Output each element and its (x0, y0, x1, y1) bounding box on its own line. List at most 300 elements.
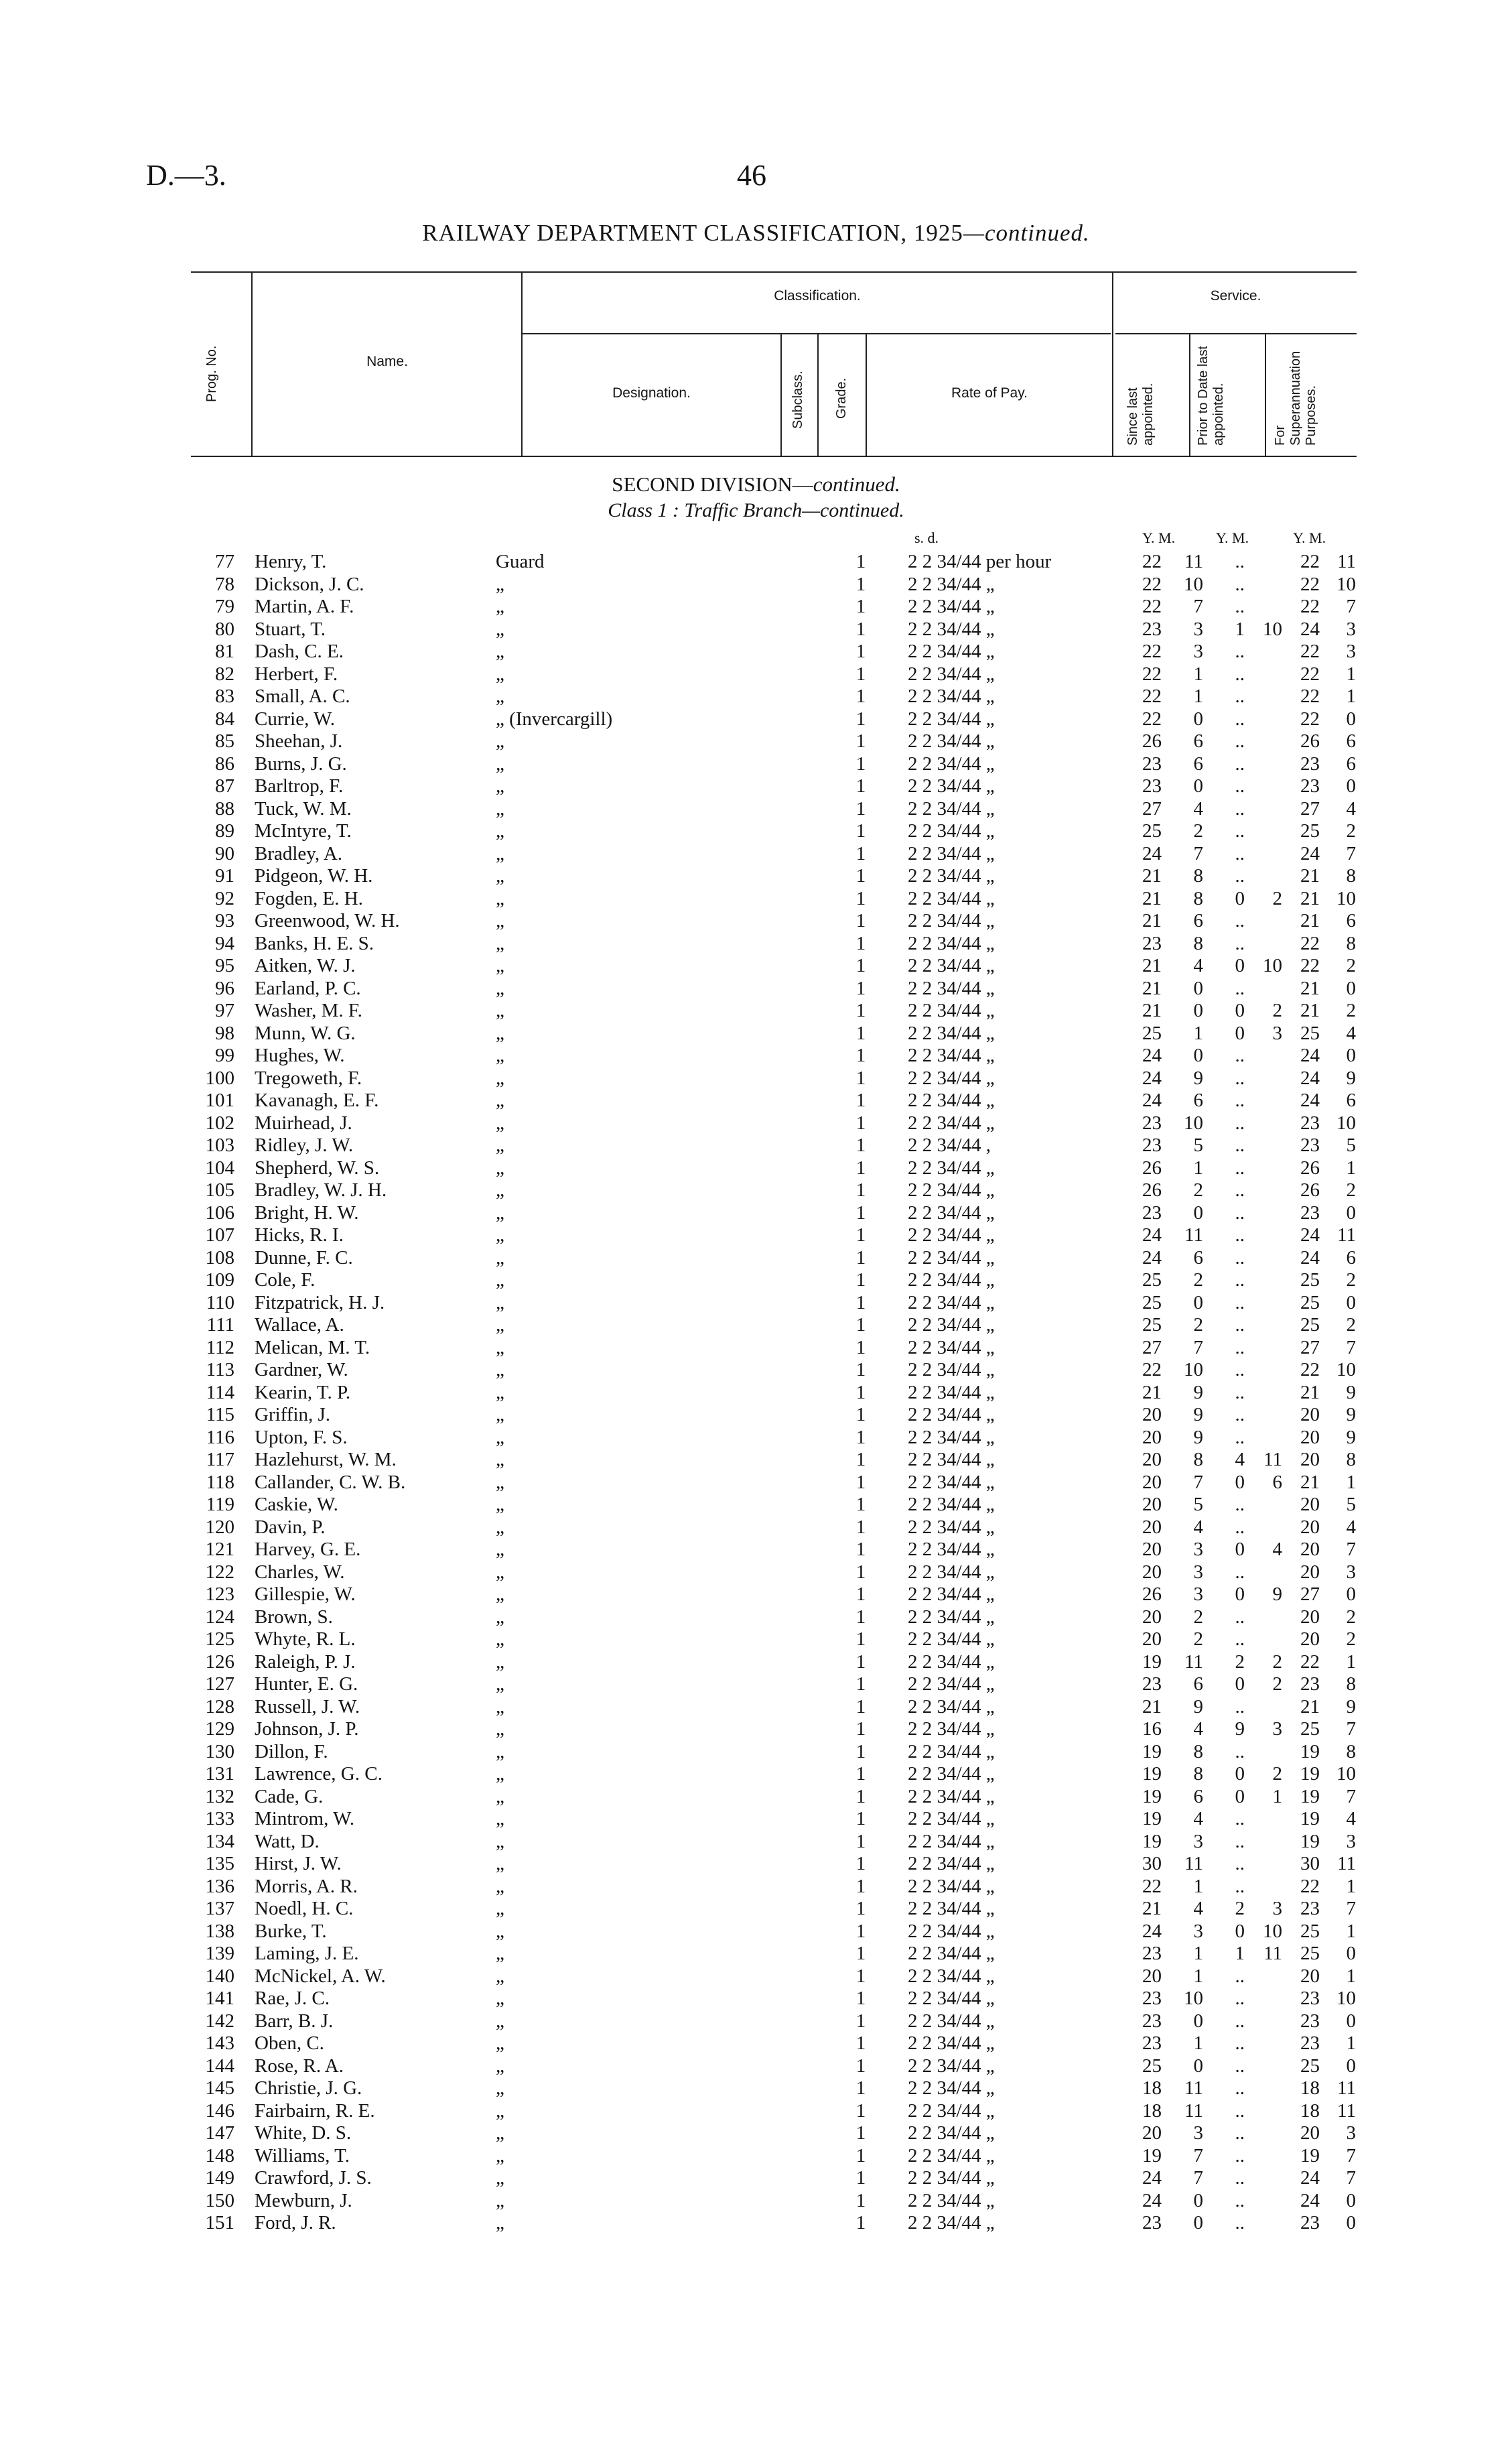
name-cell: Griffin, J. (255, 1404, 331, 1425)
since-months-cell: 0 (1193, 775, 1203, 797)
designation-cell: „ (496, 865, 504, 887)
total-years-cell: 20 (1300, 1561, 1320, 1583)
prior-years-cell: .. (1235, 1830, 1245, 1852)
total-months-cell: 5 (1346, 1135, 1356, 1156)
designation-cell: „ (496, 910, 504, 931)
total-months-cell: 8 (1346, 865, 1356, 887)
classification-rule (521, 333, 1111, 334)
since-years-cell: 24 (1142, 1045, 1162, 1066)
prog-no-cell: 113 (206, 1359, 234, 1380)
total-months-cell: 11 (1337, 1224, 1356, 1246)
subclass-cell: 1 (855, 1291, 866, 1313)
prog-no-cell: 101 (205, 1090, 234, 1111)
since-years-cell: 20 (1142, 1516, 1162, 1538)
name-cell: Kearin, T. P. (255, 1381, 351, 1403)
prog-no-cell: 87 (215, 775, 234, 797)
subclass-cell: 1 (855, 1785, 866, 1807)
table-row (0, 1628, 1512, 1651)
since-months-cell: 4 (1193, 1516, 1203, 1538)
name-cell: Aitken, W. J. (255, 955, 356, 976)
prior-months-cell: 3 (1272, 1022, 1282, 1044)
since-months-cell: 5 (1193, 1135, 1203, 1156)
since-years-cell: 20 (1142, 1494, 1162, 1515)
subclass-cell: 1 (855, 1673, 866, 1695)
since-years-cell: 22 (1142, 641, 1162, 662)
rate-of-pay-cell: 2 2 34/44 , (908, 1135, 991, 1156)
header-classification: Classification. (774, 288, 861, 304)
prior-years-cell: .. (1235, 865, 1245, 887)
total-months-cell: 10 (1336, 573, 1356, 595)
since-years-cell: 20 (1142, 2122, 1162, 2144)
subclass-cell: 1 (855, 1112, 866, 1134)
designation-cell: „ (496, 663, 504, 685)
prog-no-cell: 139 (205, 1943, 234, 1964)
prog-no-cell: 78 (215, 573, 234, 595)
subclass-cell: 1 (855, 1808, 866, 1829)
subclass-cell: 1 (855, 1067, 866, 1089)
prior-months-cell: 11 (1263, 1449, 1282, 1470)
since-months-cell: 0 (1193, 1202, 1203, 1224)
designation-cell: „ (496, 1898, 504, 1919)
table-row (0, 1876, 1512, 1898)
prior-years-cell: .. (1235, 1853, 1245, 1874)
since-months-cell: 9 (1193, 1404, 1203, 1425)
rate-of-pay-cell: 2 2 34/44 „ (908, 1943, 995, 1964)
header-designation: Designation. (612, 385, 691, 401)
designation-cell: „ (496, 1583, 504, 1605)
name-cell: Crawford, J. S. (255, 2167, 372, 2189)
designation-cell: „ (496, 2055, 504, 2077)
name-cell: Muirhead, J. (255, 1112, 352, 1134)
prog-no-cell: 110 (206, 1291, 234, 1313)
prior-years-cell: 0 (1235, 1785, 1245, 1807)
prog-no-cell: 115 (206, 1404, 234, 1425)
rate-of-pay-cell: 2 2 34/44 „ (908, 820, 995, 842)
prior-years-cell: .. (1235, 1628, 1245, 1650)
since-years-cell: 22 (1142, 686, 1162, 707)
subclass-cell: 1 (855, 1404, 866, 1425)
prior-years-cell: .. (1235, 1965, 1245, 1987)
rate-of-pay-cell: 2 2 34/44 „ (908, 797, 995, 820)
name-cell: Munn, W. G. (255, 1022, 356, 1044)
prior-years-cell: .. (1235, 1291, 1245, 1313)
rate-of-pay-cell: 2 2 34/44 „ (908, 1853, 995, 1874)
since-months-cell: 2 (1193, 1314, 1203, 1336)
designation-cell: „ (496, 1606, 504, 1628)
rate-of-pay-cell: 2 2 34/44 „ (908, 2189, 995, 2211)
subclass-cell: 1 (855, 1471, 866, 1493)
rate-of-pay-cell: 2 2 34/44 „ (908, 1763, 995, 1785)
since-years-cell: 24 (1142, 842, 1162, 864)
rate-of-pay-cell: 2 2 34/44 „ (908, 1090, 995, 1111)
rate-of-pay-cell: 2 2 34/44 per hour (908, 551, 1052, 572)
prior-years-cell: 0 (1235, 955, 1245, 976)
prog-no-cell: 121 (205, 1539, 234, 1560)
since-months-cell: 11 (1184, 1853, 1203, 1874)
table-row (0, 888, 1512, 911)
rate-of-pay-cell: 2 2 34/44 „ (908, 1224, 995, 1246)
total-months-cell: 3 (1346, 618, 1356, 640)
table-row (0, 1898, 1512, 1921)
subclass-cell: 1 (855, 573, 866, 595)
name-cell: Barr, B. J. (255, 2010, 334, 2032)
total-years-cell: 20 (1300, 1606, 1320, 1628)
prog-no-cell: 118 (206, 1471, 234, 1493)
designation-cell: „ (496, 1920, 504, 1942)
rate-of-pay-cell: 2 2 34/44 „ (908, 932, 995, 954)
name-cell: Ridley, J. W. (255, 1135, 354, 1156)
rate-of-pay-cell: 2 2 34/44 „ (908, 1179, 995, 1201)
since-months-cell: 1 (1193, 1157, 1203, 1179)
prior-years-cell: .. (1235, 1090, 1245, 1111)
section-heading (0, 472, 1512, 497)
total-years-cell: 27 (1300, 797, 1320, 820)
since-months-cell: 0 (1193, 2055, 1203, 2077)
since-months-cell: 1 (1193, 663, 1203, 685)
total-years-cell: 22 (1300, 1359, 1320, 1380)
subclass-cell: 1 (855, 842, 866, 864)
rate-of-pay-cell: 2 2 34/44 „ (908, 865, 995, 887)
rate-of-pay-cell: 2 2 34/44 „ (908, 1965, 995, 1987)
prior-years-cell: 0 (1235, 1673, 1245, 1695)
table-row (0, 1045, 1512, 1067)
table-row (0, 1449, 1512, 1472)
since-years-cell: 22 (1142, 551, 1162, 572)
subclass-cell: 1 (855, 977, 866, 999)
rate-of-pay-cell: 2 2 34/44 „ (908, 686, 995, 707)
total-months-cell: 2 (1346, 955, 1356, 976)
table-row (0, 1718, 1512, 1741)
prog-no-cell: 133 (205, 1808, 234, 1829)
subclass-cell: 1 (855, 910, 866, 931)
since-months-cell: 7 (1193, 2167, 1203, 2189)
since-years-cell: 21 (1142, 1695, 1162, 1718)
total-months-cell: 3 (1346, 2122, 1356, 2144)
prog-no-cell: 130 (205, 1740, 234, 1762)
prior-months-cell: 3 (1272, 1718, 1282, 1740)
prior-years-cell: .. (1235, 1269, 1245, 1291)
header-subclass: Subclass. (791, 371, 805, 429)
prior-years-cell: .. (1235, 1381, 1245, 1403)
table-row (0, 2077, 1512, 2100)
prior-years-cell: .. (1235, 1359, 1245, 1380)
table-row (0, 955, 1512, 978)
total-years-cell: 23 (1300, 2212, 1320, 2233)
rate-of-pay-cell: 2 2 34/44 „ (908, 1650, 995, 1673)
header-rate-of-pay: Rate of Pay. (951, 385, 1028, 401)
designation-cell: „ (496, 955, 504, 976)
since-months-cell: 0 (1193, 2212, 1203, 2233)
rate-of-pay-cell: 2 2 34/44 „ (908, 2010, 995, 2032)
total-months-cell: 0 (1346, 775, 1356, 797)
since-months-cell: 1 (1193, 1022, 1203, 1044)
division-title: SECOND DIVISION— (612, 472, 813, 496)
table-row (0, 2032, 1512, 2055)
designation-cell: „ (496, 1650, 504, 1673)
subclass-cell: 1 (855, 1336, 866, 1358)
prior-years-cell: .. (1235, 1426, 1245, 1448)
total-years-cell: 23 (1300, 775, 1320, 797)
rate-of-pay-cell: 2 2 34/44 „ (908, 910, 995, 931)
rate-of-pay-cell: 2 2 34/44 „ (908, 596, 995, 617)
name-cell: Small, A. C. (255, 686, 350, 707)
name-cell: Barltrop, F. (255, 775, 344, 797)
since-years-cell: 20 (1142, 1471, 1162, 1493)
prog-no-cell: 109 (205, 1269, 234, 1291)
table-row (0, 1112, 1512, 1135)
subclass-cell: 1 (855, 1830, 866, 1852)
designation-cell: „ (496, 1000, 504, 1021)
name-cell: Cole, F. (255, 1269, 316, 1291)
total-months-cell: 1 (1346, 1157, 1356, 1179)
prog-no-cell: 124 (205, 1606, 234, 1628)
table-row (0, 2100, 1512, 2123)
since-months-cell: 8 (1193, 932, 1203, 954)
since-years-cell: 22 (1142, 663, 1162, 685)
prior-years-cell: 0 (1235, 1471, 1245, 1493)
since-months-cell: 7 (1193, 2144, 1203, 2166)
designation-cell: „ (496, 797, 504, 820)
designation-cell: „ (496, 730, 504, 752)
prog-no-cell: 97 (215, 1000, 234, 1021)
name-cell: Sheehan, J. (255, 730, 343, 752)
rate-of-pay-cell: 2 2 34/44 „ (908, 1830, 995, 1852)
table-row (0, 1539, 1512, 1561)
header-grade: Grade. (834, 377, 849, 419)
since-months-cell: 11 (1184, 1650, 1203, 1673)
subclass-cell: 1 (855, 1898, 866, 1919)
rate-of-pay-cell: 2 2 34/44 „ (908, 2144, 995, 2166)
subclass-cell: 1 (855, 1943, 866, 1964)
total-months-cell: 6 (1346, 1246, 1356, 1269)
total-months-cell: 0 (1346, 1583, 1356, 1605)
rate-of-pay-cell: 2 2 34/44 „ (908, 1808, 995, 1829)
total-years-cell: 24 (1300, 618, 1320, 640)
prog-no-cell: 89 (215, 820, 234, 842)
total-years-cell: 21 (1300, 1000, 1320, 1021)
rate-of-pay-cell: 2 2 34/44 „ (908, 1875, 995, 1897)
total-years-cell: 22 (1300, 955, 1320, 976)
page-reference: D.—3. (146, 159, 226, 192)
since-years-cell: 24 (1142, 2167, 1162, 2189)
since-months-cell: 8 (1193, 865, 1203, 887)
since-years-cell: 21 (1142, 977, 1162, 999)
total-months-cell: 7 (1346, 596, 1356, 617)
total-years-cell: 23 (1300, 1112, 1320, 1134)
since-years-cell: 24 (1142, 1920, 1162, 1942)
subclass-cell: 1 (855, 1988, 866, 2009)
since-months-cell: 11 (1184, 1224, 1203, 1246)
since-months-cell: 3 (1193, 1539, 1203, 1560)
prior-years-cell: .. (1235, 1135, 1245, 1156)
name-cell: Bright, H. W. (255, 1202, 359, 1224)
prior-years-cell: .. (1235, 1179, 1245, 1201)
total-months-cell: 2 (1346, 1606, 1356, 1628)
prior-years-cell: .. (1235, 2077, 1245, 2099)
total-years-cell: 19 (1300, 1785, 1320, 1807)
name-cell: Melican, M. T. (255, 1336, 370, 1358)
total-years-cell: 30 (1300, 1853, 1320, 1874)
rate-of-pay-cell: 2 2 34/44 „ (908, 2055, 995, 2077)
prog-no-cell: 138 (205, 1920, 234, 1942)
prog-no-cell: 91 (215, 865, 234, 887)
name-cell: Cade, G. (255, 1785, 324, 1807)
total-months-cell: 1 (1346, 2032, 1356, 2054)
designation-cell: „ (496, 1853, 504, 1874)
rate-of-pay-cell: 2 2 34/44 „ (908, 1561, 995, 1583)
table-row (0, 1921, 1512, 1943)
subclass-cell: 1 (855, 1516, 866, 1538)
since-months-cell: 5 (1193, 1494, 1203, 1515)
rate-of-pay-cell: 2 2 34/44 „ (908, 1157, 995, 1179)
name-cell: Dickson, J. C. (255, 573, 364, 595)
since-months-cell: 0 (1193, 1000, 1203, 1021)
since-months-cell: 11 (1184, 2099, 1203, 2122)
prior-years-cell: .. (1235, 2122, 1245, 2144)
total-months-cell: 9 (1346, 1426, 1356, 1448)
subclass-cell: 1 (855, 1583, 866, 1605)
rate-of-pay-cell: 2 2 34/44 „ (908, 2212, 995, 2233)
table-row (0, 820, 1512, 843)
designation-cell: „ (496, 1516, 504, 1538)
prior-years-cell: .. (1235, 797, 1245, 820)
rate-of-pay-cell: 2 2 34/44 „ (908, 1516, 995, 1538)
name-cell: Williams, T. (255, 2144, 350, 2166)
subclass-cell: 1 (855, 865, 866, 887)
prog-no-cell: 88 (215, 797, 234, 820)
table-row (0, 1224, 1512, 1247)
name-cell: Earland, P. C. (255, 977, 361, 999)
since-months-cell: 9 (1193, 1381, 1203, 1403)
rate-of-pay-cell: 2 2 34/44 „ (908, 1449, 995, 1470)
total-months-cell: 3 (1346, 1561, 1356, 1583)
prog-no-cell: 94 (215, 932, 234, 954)
table-row (0, 1090, 1512, 1112)
total-years-cell: 22 (1300, 551, 1320, 572)
page-title (0, 220, 1512, 247)
total-years-cell: 19 (1300, 1808, 1320, 1829)
total-years-cell: 25 (1300, 1943, 1320, 1964)
table-row (0, 1988, 1512, 2010)
designation-cell: „ (496, 2167, 504, 2189)
total-months-cell: 4 (1346, 797, 1356, 820)
name-cell: Upton, F. S. (255, 1426, 348, 1448)
name-cell: Dillon, F. (255, 1740, 328, 1762)
prior-years-cell: .. (1235, 1740, 1245, 1762)
prog-no-cell: 103 (205, 1135, 234, 1156)
designation-cell: „ (496, 1359, 504, 1380)
prog-no-cell: 96 (215, 977, 234, 999)
table-row (0, 933, 1512, 956)
since-years-cell: 25 (1142, 1291, 1162, 1313)
table-row (0, 619, 1512, 641)
title-suffix: —continued. (963, 220, 1090, 246)
since-months-cell: 7 (1193, 842, 1203, 864)
prior-years-cell: 0 (1235, 1920, 1245, 1942)
name-cell: Hicks, R. I. (255, 1224, 344, 1246)
total-months-cell: 4 (1346, 1516, 1356, 1538)
name-cell: Harvey, G. E. (255, 1539, 361, 1560)
prog-no-cell: 151 (205, 2212, 234, 2233)
since-months-cell: 4 (1193, 1808, 1203, 1829)
table-row (0, 686, 1512, 708)
table-row (0, 753, 1512, 776)
since-years-cell: 25 (1142, 1022, 1162, 1044)
designation-cell: „ (496, 2099, 504, 2122)
table-row (0, 1247, 1512, 1270)
total-months-cell: 0 (1346, 1202, 1356, 1224)
name-cell: Stuart, T. (255, 618, 326, 640)
rate-of-pay-cell: 2 2 34/44 „ (908, 1673, 995, 1695)
total-months-cell: 3 (1346, 641, 1356, 662)
subclass-cell: 1 (855, 618, 866, 640)
since-years-cell: 23 (1142, 932, 1162, 954)
since-years-cell: 19 (1142, 1830, 1162, 1852)
designation-cell: „ (496, 1336, 504, 1358)
subclass-cell: 1 (855, 2212, 866, 2233)
name-cell: Oben, C. (255, 2032, 324, 2054)
prior-years-cell: .. (1235, 1067, 1245, 1089)
name-cell: Hunter, E. G. (255, 1673, 358, 1695)
rate-of-pay-cell: 2 2 34/44 „ (908, 1202, 995, 1224)
total-months-cell: 7 (1346, 1898, 1356, 1919)
prog-no-cell: 112 (206, 1336, 234, 1358)
prog-no-cell: 143 (205, 2032, 234, 2054)
since-years-cell: 21 (1142, 910, 1162, 931)
since-years-cell: 21 (1142, 955, 1162, 976)
total-months-cell: 11 (1337, 551, 1356, 572)
prior-years-cell: .. (1235, 1404, 1245, 1425)
since-years-cell: 21 (1142, 887, 1162, 909)
prog-no-cell: 127 (205, 1673, 234, 1695)
total-years-cell: 21 (1300, 1471, 1320, 1493)
since-years-cell: 21 (1142, 865, 1162, 887)
since-months-cell: 1 (1193, 1965, 1203, 1987)
prior-years-cell: 0 (1235, 1000, 1245, 1021)
rate-of-pay-cell: 2 2 34/44 „ (908, 887, 995, 909)
prior-years-cell: 0 (1235, 1763, 1245, 1785)
total-years-cell: 20 (1300, 1539, 1320, 1560)
total-months-cell: 6 (1346, 1090, 1356, 1111)
rate-of-pay-cell: 2 2 34/44 „ (908, 753, 995, 775)
total-years-cell: 20 (1300, 1965, 1320, 1987)
rate-of-pay-cell: 2 2 34/44 „ (908, 1695, 995, 1718)
prior-years-cell: .. (1235, 2189, 1245, 2211)
total-months-cell: 8 (1346, 1673, 1356, 1695)
since-months-cell: 6 (1193, 1785, 1203, 1807)
prog-no-cell: 104 (205, 1157, 234, 1179)
name-cell: Herbert, F. (255, 663, 338, 685)
prior-years-cell: .. (1235, 2099, 1245, 2122)
designation-cell: „ (496, 1381, 504, 1403)
header-bottom-rule (191, 456, 1357, 457)
name-cell: Lawrence, G. C. (255, 1763, 383, 1785)
prog-no-cell: 80 (215, 618, 234, 640)
name-cell: Davin, P. (255, 1516, 326, 1538)
since-years-cell: 24 (1142, 1224, 1162, 1246)
prog-no-cell: 82 (215, 663, 234, 685)
name-cell: Bradley, A. (255, 842, 343, 864)
prior-months-cell: 2 (1272, 887, 1282, 909)
total-years-cell: 24 (1300, 1090, 1320, 1111)
total-years-cell: 18 (1300, 2077, 1320, 2099)
since-years-cell: 21 (1142, 1000, 1162, 1021)
since-years-cell: 22 (1142, 573, 1162, 595)
since-years-cell: 20 (1142, 1561, 1162, 1583)
since-years-cell: 21 (1142, 1898, 1162, 1919)
subclass-cell: 1 (855, 641, 866, 662)
since-years-cell: 23 (1142, 775, 1162, 797)
